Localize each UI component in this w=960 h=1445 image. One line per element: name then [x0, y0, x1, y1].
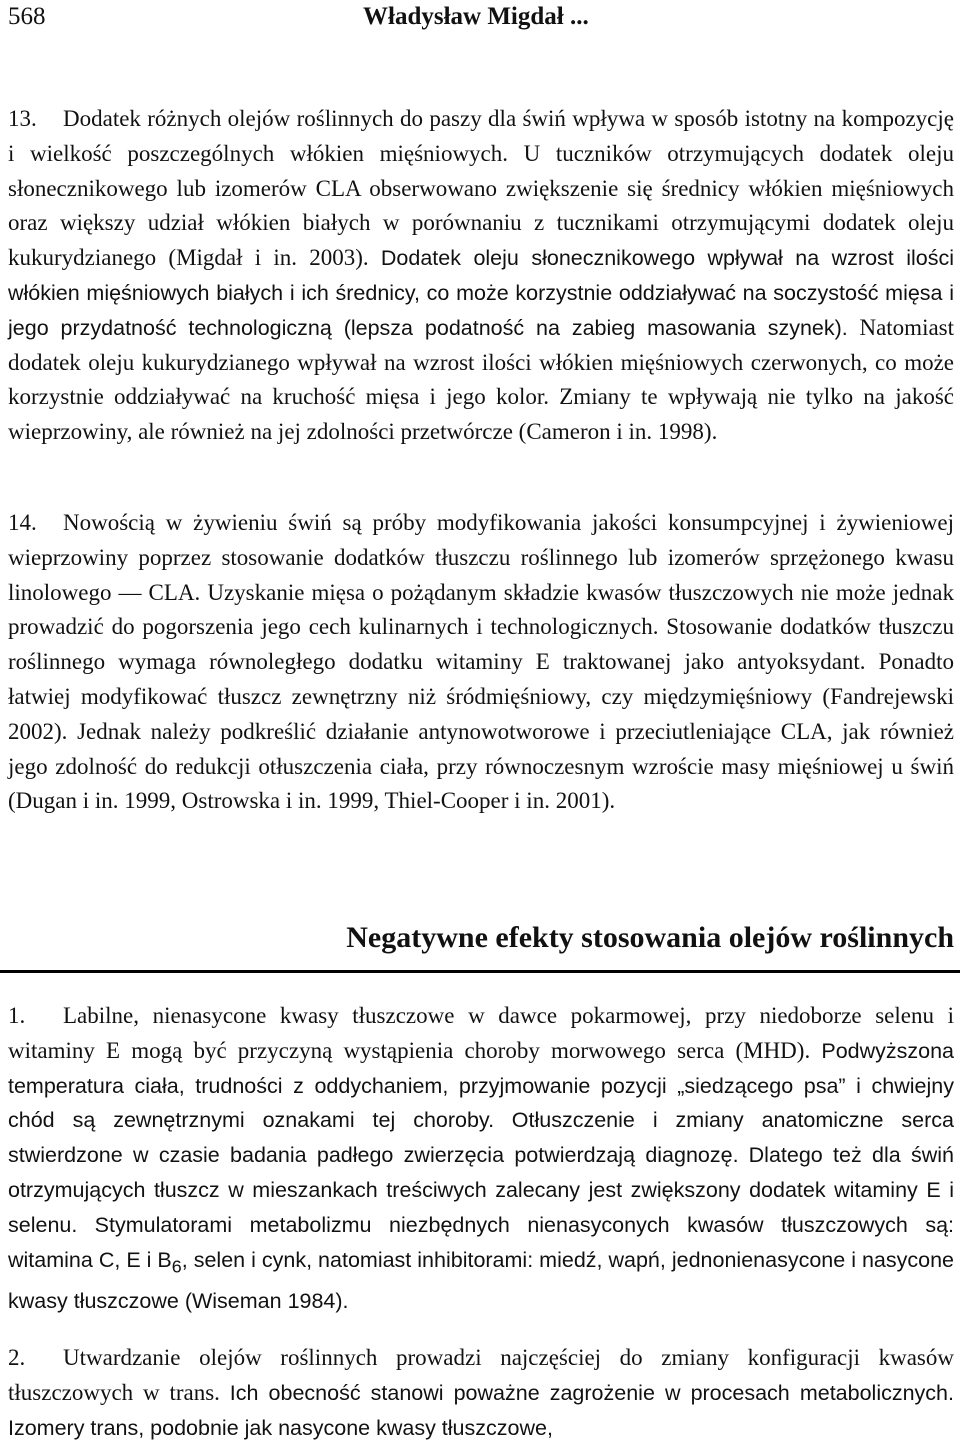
sentence: Ponadto łatwiej modyfikować tłuszcz zewnętrzny niż śródmięśniowy, czy międzymięśniowy (Fandrejewski 2002). — [8, 649, 954, 744]
sentence: Stosowanie dodatków tłuszczu roślinnego wymaga równoległego dodatku witaminy E traktowanej jako antyoksydant. — [8, 614, 955, 675]
sentence-part: Stymulatorami metabolizmu niezbędnych nienasyconych kwasów tłuszczowych są: witamina C, E i B — [8, 1212, 955, 1272]
sentence: Nowością w żywieniu świń są próby modyfikowania jakości konsumpcyjnej i żywieniowej wieprzowiny poprzez stosowanie dodatków tłuszczu roślinnego lub izomerów sprzężonego kwasu linolowego — CLA. — [8, 510, 954, 605]
sentence: Jednak należy podkreślić działanie antynowotworowe i przeciutleniające CLA, jak również jego zdolność do redukcji otłuszczenia ciała, przy równoczesnym wzroście masy mięśniowej u świń (Dugan i in. 1999, Ostrowska i in. 1999, Thiel-Cooper i in. 2001). — [8, 718, 955, 814]
sentence: Dodatek oleju słonecznikowego wpływał na wzrost ilości włókien mięśniowych białych i ich średnicy, co może korzystnie oddziaływać na soczystość mięsa i jego przydatność technologiczną (lepsza podatność na zabieg masowania szynek). — [8, 246, 954, 340]
sentence: Otłuszczenie i zmiany anatomiczne serca stwierdzone w czasie badania padłego zwierzęcia potwierdzają diagnozę. — [8, 1108, 955, 1168]
sentence: Ich obecność stanowi poważne zagrożenie w procesach metabolicznych. — [229, 1380, 954, 1405]
item-number: 13. — [8, 106, 37, 131]
running-title: Władysław Migdał ... — [363, 3, 589, 30]
subscript: 6 — [171, 1255, 182, 1276]
item-1 — [8, 999, 954, 1318]
sentence: Zmiany te wpływają nie tylko na jakość wieprzowiny, ale również na jej zdolności przetwórcze (Cameron i in. 1998). — [8, 384, 955, 445]
sentence: Dlatego też dla świń otrzymujących tłuszcz w mieszankach treściwych zalecany jest zwiększony dodatek witaminy E i selenu. — [8, 1143, 955, 1237]
running-header — [8, 0, 952, 40]
sentence: Izomery trans, podobnie jak nasycone kwasy tłuszczowe, — [8, 1415, 553, 1440]
sentence — [8, 1213, 954, 1313]
sentence: Natomiast dodatek oleju kukurydzianego wpływał na wzrost ilości włókien mięśniowych czerwonych, co może korzystnie oddziaływać na kruchość mięsa i jego kolor. — [8, 314, 955, 410]
sentence: Dodatek różnych olejów roślinnych do paszy dla świń wpływa w sposób istotny na kompozycję i wielkość poszczególnych włókien mięśniowych. U tuczników otrzymujących dodatek oleju słonecznikowego lub izomerów CLA obserwowano zwiększenie się średnicy włókien mięśniowych oraz większy udział włókien białych w porównaniu z tucznikami otrzymującymi dodatek oleju kukurydzianego (Migdał i in. 2003). — [8, 106, 954, 271]
sentence: Podwyższona temperatura ciała, trudności z oddychaniem, przyjmowanie pozycji „siedzącego psa” i chwiejny chód są zewnętrznymi oznakami tej choroby. — [8, 1038, 955, 1133]
paragraph-13 — [8, 102, 954, 450]
paragraph-14 — [8, 506, 954, 819]
item-14 — [8, 506, 954, 819]
paragraph-1 — [8, 999, 954, 1318]
heading-rule — [0, 970, 960, 973]
item-number: 1. — [8, 1003, 26, 1028]
item-13 — [8, 102, 954, 450]
paragraph-2 — [8, 1341, 954, 1445]
page-number: 568 — [8, 3, 46, 30]
item-number: 14. — [8, 510, 37, 535]
item-number: 2. — [8, 1345, 26, 1370]
sentence-part: , selen i cynk, natomiast inhibitorami: miedź, wapń, jednonienasycone i nasycone kwasy tłuszczowe (Wiseman 1984). — [8, 1247, 954, 1313]
item-2 — [8, 1341, 954, 1445]
sentence: Utwardzanie olejów roślinnych prowadzi najczęściej do zmiany konfiguracji kwasów tłuszczowych w trans. — [8, 1345, 954, 1405]
section-heading: Negatywne efekty stosowania olejów roślinnych — [346, 921, 954, 954]
sentence: Labilne, nienasycone kwasy tłuszczowe w dawce pokarmowej, przy niedoborze selenu i witaminy E mogą być przyczyną wystąpienia choroby morwowego serca (MHD). — [8, 1003, 954, 1063]
sentence: Uzyskanie mięsa o pożądanym składzie kwasów tłuszczowych nie może jednak prowadzić do pogorszenia jego cech kulinarnych i technologicznych. — [8, 579, 954, 640]
